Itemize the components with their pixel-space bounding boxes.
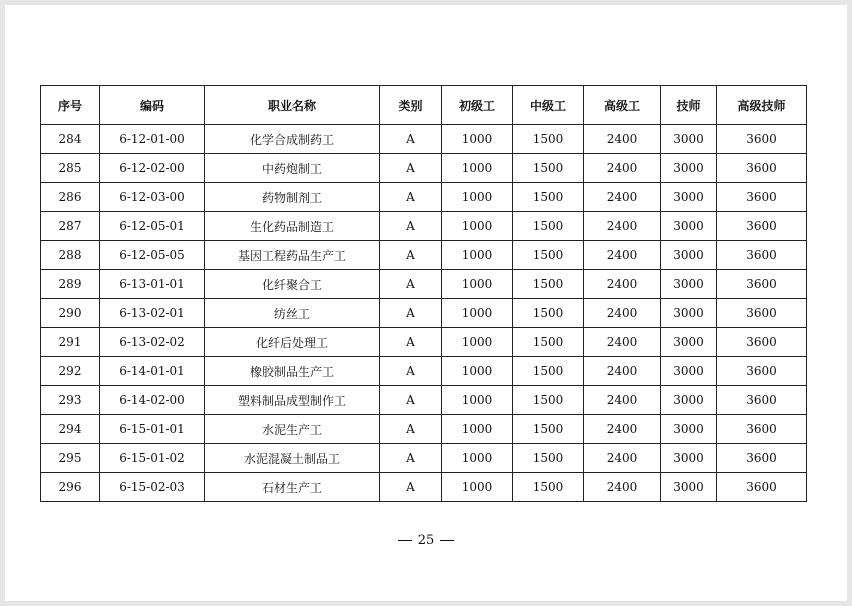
cell-technician: 3000 <box>661 183 717 212</box>
cell-category: A <box>380 386 442 415</box>
cell-serial: 284 <box>41 125 100 154</box>
cell-senior: 2400 <box>584 328 661 357</box>
cell-junior: 1000 <box>442 241 513 270</box>
cell-code: 6-12-03-00 <box>100 183 205 212</box>
table-row <box>41 328 807 357</box>
cell-category: A <box>380 212 442 241</box>
cell-occupation-name: 橡胶制品生产工 <box>205 357 380 386</box>
cell-senior: 2400 <box>584 154 661 183</box>
cell-code: 6-15-02-03 <box>100 473 205 502</box>
cell-technician: 3000 <box>661 212 717 241</box>
table-row <box>41 357 807 386</box>
cell-technician: 3000 <box>661 299 717 328</box>
cell-technician: 3000 <box>661 415 717 444</box>
cell-senior-technician: 3600 <box>717 125 807 154</box>
cell-code: 6-15-01-02 <box>100 444 205 473</box>
cell-category: A <box>380 415 442 444</box>
cell-intermediate: 1500 <box>513 357 584 386</box>
cell-junior: 1000 <box>442 299 513 328</box>
cell-occupation-name: 化纤后处理工 <box>205 328 380 357</box>
cell-occupation-name: 水泥生产工 <box>205 415 380 444</box>
cell-senior: 2400 <box>584 212 661 241</box>
cell-junior: 1000 <box>442 415 513 444</box>
cell-code: 6-13-01-01 <box>100 270 205 299</box>
header-intermediate: 中级工 <box>513 86 584 125</box>
cell-intermediate: 1500 <box>513 444 584 473</box>
cell-senior-technician: 3600 <box>717 444 807 473</box>
table-row <box>41 299 807 328</box>
cell-technician: 3000 <box>661 473 717 502</box>
cell-technician: 3000 <box>661 125 717 154</box>
cell-serial: 296 <box>41 473 100 502</box>
cell-senior-technician: 3600 <box>717 183 807 212</box>
cell-code: 6-14-02-00 <box>100 386 205 415</box>
cell-code: 6-12-05-01 <box>100 212 205 241</box>
occupation-subsidy-table <box>40 85 807 502</box>
footer-dash-left <box>398 540 412 542</box>
cell-occupation-name: 塑料制品成型制作工 <box>205 386 380 415</box>
cell-senior-technician: 3600 <box>717 299 807 328</box>
cell-intermediate: 1500 <box>513 299 584 328</box>
cell-junior: 1000 <box>442 473 513 502</box>
cell-category: A <box>380 154 442 183</box>
table-row <box>41 415 807 444</box>
cell-senior: 2400 <box>584 125 661 154</box>
cell-category: A <box>380 357 442 386</box>
cell-senior-technician: 3600 <box>717 357 807 386</box>
cell-category: A <box>380 299 442 328</box>
cell-senior: 2400 <box>584 357 661 386</box>
cell-junior: 1000 <box>442 328 513 357</box>
table-row <box>41 212 807 241</box>
cell-category: A <box>380 270 442 299</box>
header-senior-technician: 高级技师 <box>717 86 807 125</box>
cell-serial: 288 <box>41 241 100 270</box>
cell-serial: 290 <box>41 299 100 328</box>
cell-occupation-name: 生化药品制造工 <box>205 212 380 241</box>
cell-intermediate: 1500 <box>513 241 584 270</box>
cell-technician: 3000 <box>661 241 717 270</box>
cell-code: 6-13-02-01 <box>100 299 205 328</box>
cell-senior-technician: 3600 <box>717 386 807 415</box>
cell-junior: 1000 <box>442 154 513 183</box>
cell-junior: 1000 <box>442 270 513 299</box>
table-row <box>41 241 807 270</box>
cell-occupation-name: 基因工程药品生产工 <box>205 241 380 270</box>
cell-junior: 1000 <box>442 183 513 212</box>
table-row <box>41 473 807 502</box>
header-technician: 技师 <box>661 86 717 125</box>
cell-senior-technician: 3600 <box>717 328 807 357</box>
cell-serial: 285 <box>41 154 100 183</box>
cell-category: A <box>380 473 442 502</box>
table-row <box>41 444 807 473</box>
cell-senior: 2400 <box>584 386 661 415</box>
cell-code: 6-15-01-01 <box>100 415 205 444</box>
cell-category: A <box>380 241 442 270</box>
cell-intermediate: 1500 <box>513 473 584 502</box>
cell-senior-technician: 3600 <box>717 212 807 241</box>
table-row <box>41 154 807 183</box>
cell-occupation-name: 中药炮制工 <box>205 154 380 183</box>
footer-dash-right <box>440 540 454 542</box>
cell-technician: 3000 <box>661 357 717 386</box>
cell-senior-technician: 3600 <box>717 154 807 183</box>
cell-senior-technician: 3600 <box>717 415 807 444</box>
cell-senior: 2400 <box>584 444 661 473</box>
cell-serial: 293 <box>41 386 100 415</box>
header-senior: 高级工 <box>584 86 661 125</box>
cell-intermediate: 1500 <box>513 415 584 444</box>
cell-senior-technician: 3600 <box>717 473 807 502</box>
cell-technician: 3000 <box>661 386 717 415</box>
cell-occupation-name: 化学合成制药工 <box>205 125 380 154</box>
cell-serial: 286 <box>41 183 100 212</box>
cell-serial: 291 <box>41 328 100 357</box>
cell-occupation-name: 纺丝工 <box>205 299 380 328</box>
cell-senior: 2400 <box>584 270 661 299</box>
cell-junior: 1000 <box>442 125 513 154</box>
table-header-row <box>41 86 807 125</box>
header-junior: 初级工 <box>442 86 513 125</box>
cell-serial: 295 <box>41 444 100 473</box>
cell-code: 6-12-01-00 <box>100 125 205 154</box>
cell-technician: 3000 <box>661 444 717 473</box>
table-row <box>41 270 807 299</box>
cell-serial: 287 <box>41 212 100 241</box>
document-page <box>5 5 847 601</box>
cell-senior: 2400 <box>584 183 661 212</box>
cell-technician: 3000 <box>661 270 717 299</box>
cell-junior: 1000 <box>442 212 513 241</box>
cell-serial: 294 <box>41 415 100 444</box>
cell-intermediate: 1500 <box>513 125 584 154</box>
cell-junior: 1000 <box>442 357 513 386</box>
cell-occupation-name: 化纤聚合工 <box>205 270 380 299</box>
cell-technician: 3000 <box>661 328 717 357</box>
cell-code: 6-12-02-00 <box>100 154 205 183</box>
cell-category: A <box>380 183 442 212</box>
cell-senior-technician: 3600 <box>717 270 807 299</box>
cell-occupation-name: 石材生产工 <box>205 473 380 502</box>
cell-senior: 2400 <box>584 299 661 328</box>
cell-intermediate: 1500 <box>513 183 584 212</box>
table-row <box>41 183 807 212</box>
cell-intermediate: 1500 <box>513 270 584 299</box>
cell-junior: 1000 <box>442 386 513 415</box>
table-row <box>41 386 807 415</box>
page-footer <box>5 533 847 548</box>
cell-junior: 1000 <box>442 444 513 473</box>
cell-category: A <box>380 444 442 473</box>
cell-code: 6-13-02-02 <box>100 328 205 357</box>
cell-code: 6-14-01-01 <box>100 357 205 386</box>
cell-senior-technician: 3600 <box>717 241 807 270</box>
cell-intermediate: 1500 <box>513 386 584 415</box>
cell-category: A <box>380 328 442 357</box>
cell-intermediate: 1500 <box>513 154 584 183</box>
table-row <box>41 125 807 154</box>
cell-serial: 289 <box>41 270 100 299</box>
cell-category: A <box>380 125 442 154</box>
header-serial: 序号 <box>41 86 100 125</box>
header-category: 类别 <box>380 86 442 125</box>
page-number: 25 <box>417 533 435 548</box>
table-body <box>41 125 807 502</box>
header-code: 编码 <box>100 86 205 125</box>
cell-code: 6-12-05-05 <box>100 241 205 270</box>
cell-senior: 2400 <box>584 473 661 502</box>
cell-senior: 2400 <box>584 415 661 444</box>
cell-serial: 292 <box>41 357 100 386</box>
cell-occupation-name: 水泥混凝土制品工 <box>205 444 380 473</box>
cell-occupation-name: 药物制剂工 <box>205 183 380 212</box>
cell-intermediate: 1500 <box>513 328 584 357</box>
cell-senior: 2400 <box>584 241 661 270</box>
cell-technician: 3000 <box>661 154 717 183</box>
cell-intermediate: 1500 <box>513 212 584 241</box>
header-occupation-name: 职业名称 <box>205 86 380 125</box>
